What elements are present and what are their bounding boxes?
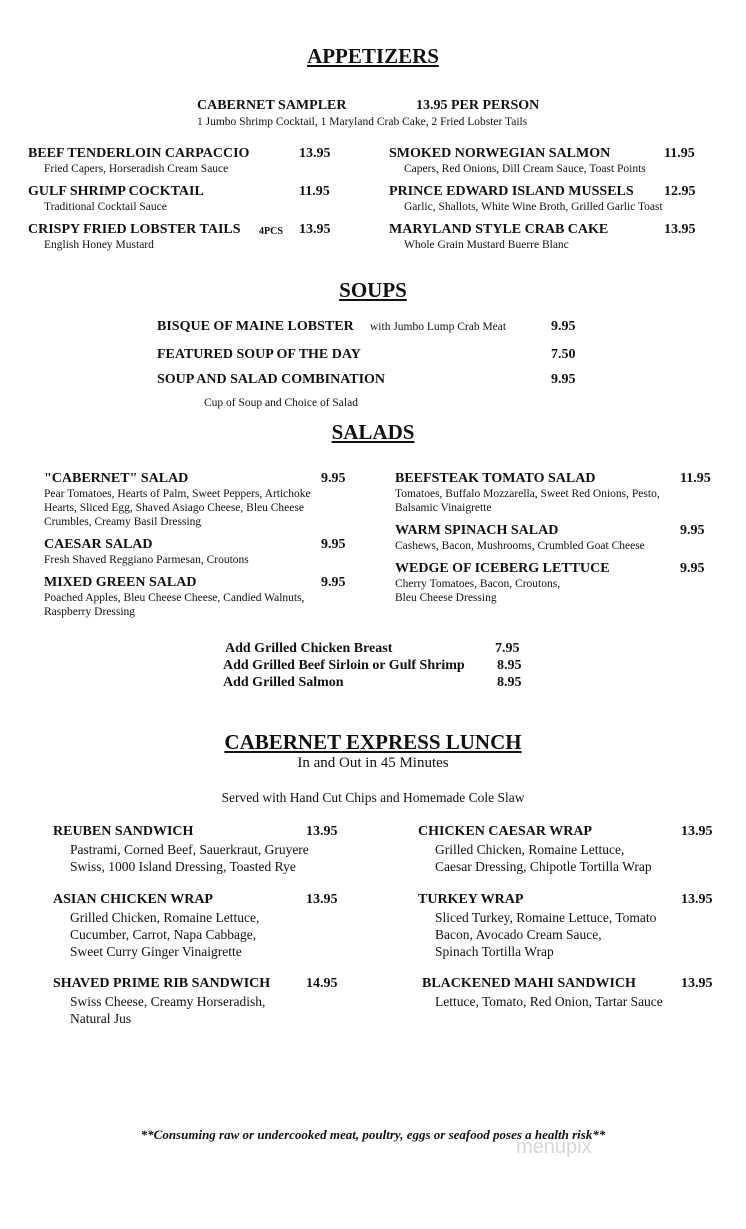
express-title: CABERNET EXPRESS LUNCH: [224, 730, 522, 754]
salad-name: BEEFSTEAK TOMATO SALAD: [395, 471, 596, 486]
appetizer-price: 11.95: [299, 184, 330, 199]
appetizer-name: CRISPY FRIED LOBSTER TAILS: [28, 222, 241, 237]
soup-price: 9.95: [551, 319, 576, 334]
lunch-name: CHICKEN CAESAR WRAP: [418, 824, 592, 839]
appetizers-title: APPETIZERS: [307, 44, 439, 68]
sampler-name: CABERNET SAMPLER: [197, 98, 347, 113]
salad-desc: Bleu Cheese Dressing: [395, 592, 497, 604]
lunch-name: REUBEN SANDWICH: [53, 824, 194, 839]
soup-desc: Cup of Soup and Choice of Salad: [204, 397, 358, 409]
appetizer-note: 4PCS: [259, 226, 283, 237]
appetizer-price: 11.95: [664, 146, 695, 161]
appetizer-name: MARYLAND STYLE CRAB CAKE: [389, 222, 609, 237]
lunch-price: 14.95: [306, 976, 338, 991]
appetizer-desc: Capers, Red Onions, Dill Cream Sauce, Toast Points: [404, 163, 646, 175]
appetizer-name: SMOKED NORWEGIAN SALMON: [389, 146, 611, 161]
appetizer-desc: Traditional Cocktail Sauce: [44, 201, 167, 213]
soup-price: 7.50: [551, 347, 576, 362]
lunch-desc: Cucumber, Carrot, Napa Cabbage,: [70, 927, 257, 942]
salad-name: CAESAR SALAD: [44, 537, 153, 552]
appetizer-desc: Fried Capers, Horseradish Cream Sauce: [44, 163, 229, 175]
salad-price: 9.95: [321, 537, 346, 552]
salad-desc: Raspberry Dressing: [44, 606, 136, 618]
salads-title: SALADS: [331, 420, 415, 444]
appetizer-desc: English Honey Mustard: [44, 239, 154, 251]
salad-price: 11.95: [680, 471, 711, 486]
lunch-desc: Bacon, Avocado Cream Sauce,: [435, 927, 602, 942]
lunch-desc: Caesar Dressing, Chipotle Tortilla Wrap: [435, 859, 652, 874]
lunch-price: 13.95: [306, 824, 338, 839]
salad-desc: Poached Apples, Bleu Cheese Cheese, Candied Walnuts,: [44, 592, 305, 604]
appetizer-desc: Whole Grain Mustard Buerre Blanc: [404, 239, 569, 251]
soup-note: with Jumbo Lump Crab Meat: [370, 321, 507, 333]
addon-name: Add Grilled Beef Sirloin or Gulf Shrimp: [223, 658, 465, 673]
appetizer-name: PRINCE EDWARD ISLAND MUSSELS: [389, 184, 634, 199]
sampler-desc: 1 Jumbo Shrimp Cocktail, 1 Maryland Crab Cake, 2 Fried Lobster Tails: [197, 116, 528, 128]
salad-price: 9.95: [680, 523, 705, 538]
lunch-desc: Swiss Cheese, Creamy Horseradish,: [70, 994, 266, 1009]
appetizer-name: BEEF TENDERLOIN CARPACCIO: [28, 146, 250, 161]
express-served: Served with Hand Cut Chips and Homemade Cole Slaw: [221, 790, 525, 805]
addon-price: 8.95: [497, 658, 522, 673]
salad-name: WEDGE OF ICEBERG LETTUCE: [395, 561, 610, 576]
addon-price: 8.95: [497, 675, 522, 690]
addon-price: 7.95: [495, 641, 520, 656]
appetizer-price: 13.95: [299, 146, 331, 161]
health-warning: **Consuming raw or undercooked meat, poultry, eggs or seafood poses a health risk**: [140, 1127, 606, 1142]
express-subtitle: In and Out in 45 Minutes: [297, 755, 449, 771]
salad-name: WARM SPINACH SALAD: [395, 523, 559, 538]
appetizer-name: GULF SHRIMP COCKTAIL: [28, 184, 204, 199]
lunch-price: 13.95: [681, 824, 713, 839]
salad-desc: Hearts, Sliced Egg, Shaved Asiago Cheese, Bleu Cheese: [44, 502, 304, 514]
salad-desc: Fresh Shaved Reggiano Parmesan, Croutons: [44, 554, 249, 566]
salad-price: 9.95: [321, 471, 346, 486]
lunch-desc: Natural Jus: [70, 1011, 132, 1026]
appetizer-price: 13.95: [664, 222, 696, 237]
soup-price: 9.95: [551, 372, 576, 387]
appetizer-price: 12.95: [664, 184, 696, 199]
sampler-price: 13.95 PER PERSON: [416, 98, 540, 113]
soup-name: FEATURED SOUP OF THE DAY: [157, 347, 361, 362]
lunch-price: 13.95: [681, 892, 713, 907]
lunch-price: 13.95: [306, 892, 338, 907]
lunch-desc: Sliced Turkey, Romaine Lettuce, Tomato: [435, 910, 657, 925]
salad-desc: Cashews, Bacon, Mushrooms, Crumbled Goat Cheese: [395, 540, 645, 552]
soups-title: SOUPS: [339, 278, 407, 302]
salad-price: 9.95: [680, 561, 705, 576]
soup-name: SOUP AND SALAD COMBINATION: [157, 372, 386, 387]
lunch-desc: Pastrami, Corned Beef, Sauerkraut, Gruyere: [70, 842, 309, 857]
salad-desc: Pear Tomatoes, Hearts of Palm, Sweet Peppers, Artichoke: [44, 488, 311, 500]
salad-desc: Cherry Tomatoes, Bacon, Croutons,: [395, 578, 561, 590]
salad-desc: Balsamic Vinaigrette: [395, 502, 492, 514]
salad-price: 9.95: [321, 575, 346, 590]
soup-name: BISQUE OF MAINE LOBSTER: [157, 319, 354, 334]
salad-desc: Crumbles, Creamy Basil Dressing: [44, 516, 202, 528]
salad-desc: Tomatoes, Buffalo Mozzarella, Sweet Red Onions, Pesto,: [395, 488, 660, 500]
lunch-desc: Grilled Chicken, Romaine Lettuce,: [70, 910, 260, 925]
salad-name: MIXED GREEN SALAD: [44, 575, 197, 590]
appetizer-price: 13.95: [299, 222, 331, 237]
lunch-name: ASIAN CHICKEN WRAP: [53, 892, 213, 907]
lunch-desc: Spinach Tortilla Wrap: [435, 944, 554, 959]
lunch-name: TURKEY WRAP: [418, 892, 524, 907]
watermark: menupix: [516, 1136, 592, 1158]
lunch-desc: Grilled Chicken, Romaine Lettuce,: [435, 842, 625, 857]
salad-name: "CABERNET" SALAD: [44, 471, 189, 486]
lunch-desc: Sweet Curry Ginger Vinaigrette: [70, 944, 242, 959]
lunch-name: BLACKENED MAHI SANDWICH: [422, 976, 636, 991]
lunch-desc: Swiss, 1000 Island Dressing, Toasted Rye: [70, 859, 296, 874]
appetizer-desc: Garlic, Shallots, White Wine Broth, Grilled Garlic Toast: [404, 201, 663, 213]
addon-name: Add Grilled Salmon: [223, 675, 344, 690]
lunch-price: 13.95: [681, 976, 713, 991]
addon-name: Add Grilled Chicken Breast: [225, 641, 393, 656]
lunch-desc: Lettuce, Tomato, Red Onion, Tartar Sauce: [435, 994, 663, 1009]
lunch-name: SHAVED PRIME RIB SANDWICH: [53, 976, 271, 991]
